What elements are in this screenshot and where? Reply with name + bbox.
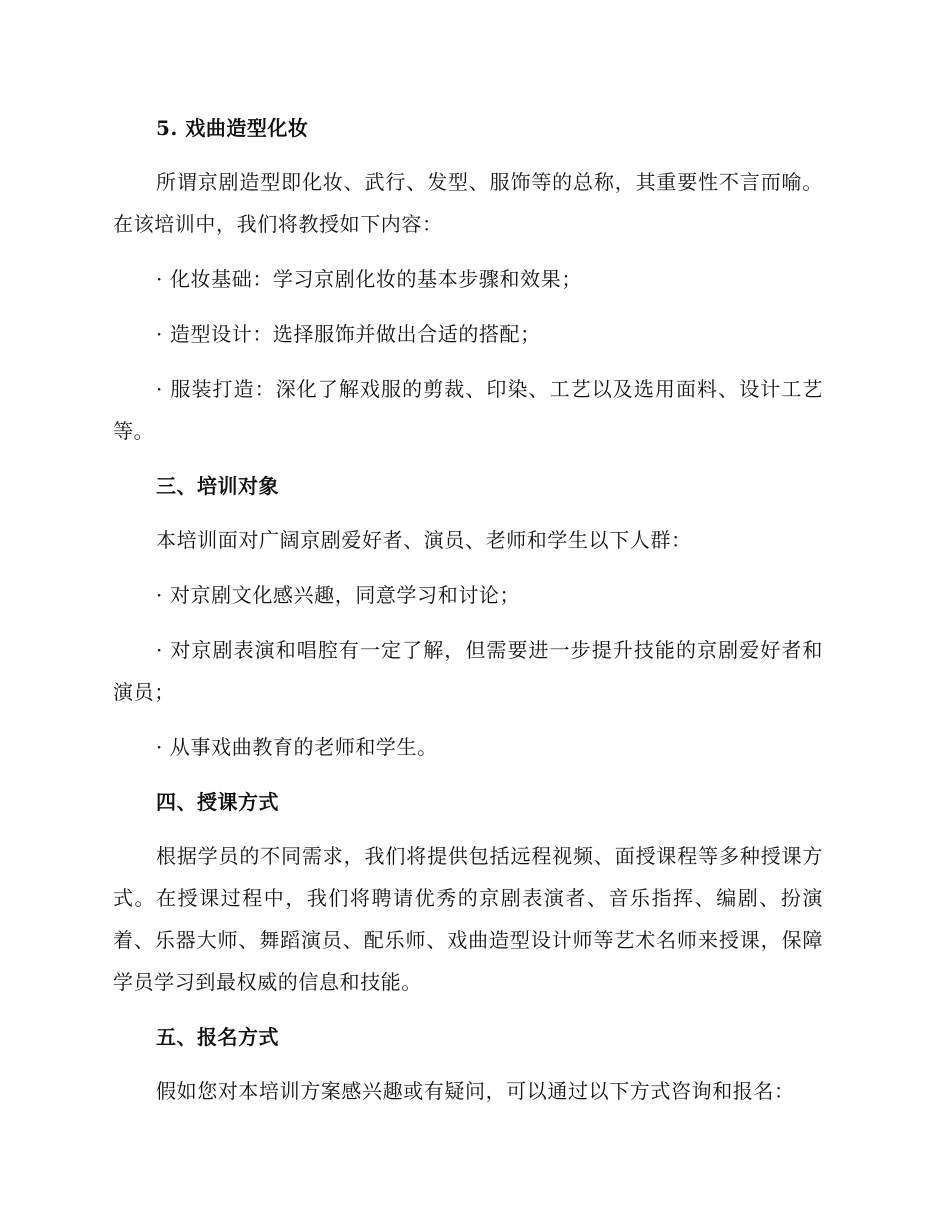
list-item-styling-design: · 造型设计：选择服饰并做出合适的搭配； [156,322,541,346]
list-item-costume-making: · 服装打造：深化了解戏服的剪裁、印染、工艺以及选用面料、设计工艺等。 [113,377,823,443]
section-heading-teaching-method: 四、授课方式 [156,790,279,814]
section-heading-makeup: 5. 戏曲造型化妆 [156,116,309,140]
list-item-makeup-basics: · 化妆基础：学习京剧化妆的基本步骤和效果； [156,267,582,291]
list-item-audience-educators: · 从事戏曲教育的老师和学生。 [156,735,438,759]
paragraph-audience-intro: 本培训面对广阔京剧爱好者、演员、老师和学生以下人群： [156,528,692,552]
paragraph-teaching-method: 根据学员的不同需求，我们将提供包括远程视频、面授课程等多种授课方式。在授课过程中，我们将聘请优秀的京剧表演者、音乐指挥、编剧、扮演着、乐器大师、舞蹈演员、配乐师、戏曲造型设计师等艺术名师来授课，保障学员学习到最权威的信息和技能。 [113,844,823,994]
section-heading-audience: 三、培训对象 [156,474,279,498]
document-body [113,108,823,1112]
section-heading-registration: 五、报名方式 [156,1025,279,1049]
list-item-audience-interest: · 对京剧文化感兴趣，同意学习和讨论； [156,583,521,607]
paragraph-registration: 假如您对本培训方案感兴趣或有疑问，可以通过以下方式咨询和报名： [156,1079,795,1103]
list-item-audience-performers: · 对京剧表演和唱腔有一定了解，但需要进一步提升技能的京剧爱好者和演员； [113,638,823,704]
paragraph-makeup-intro: 所谓京剧造型即化妆、武行、发型、服饰等的总称，其重要性不言而喻。在该培训中，我们将教授如下内容： [113,170,823,236]
